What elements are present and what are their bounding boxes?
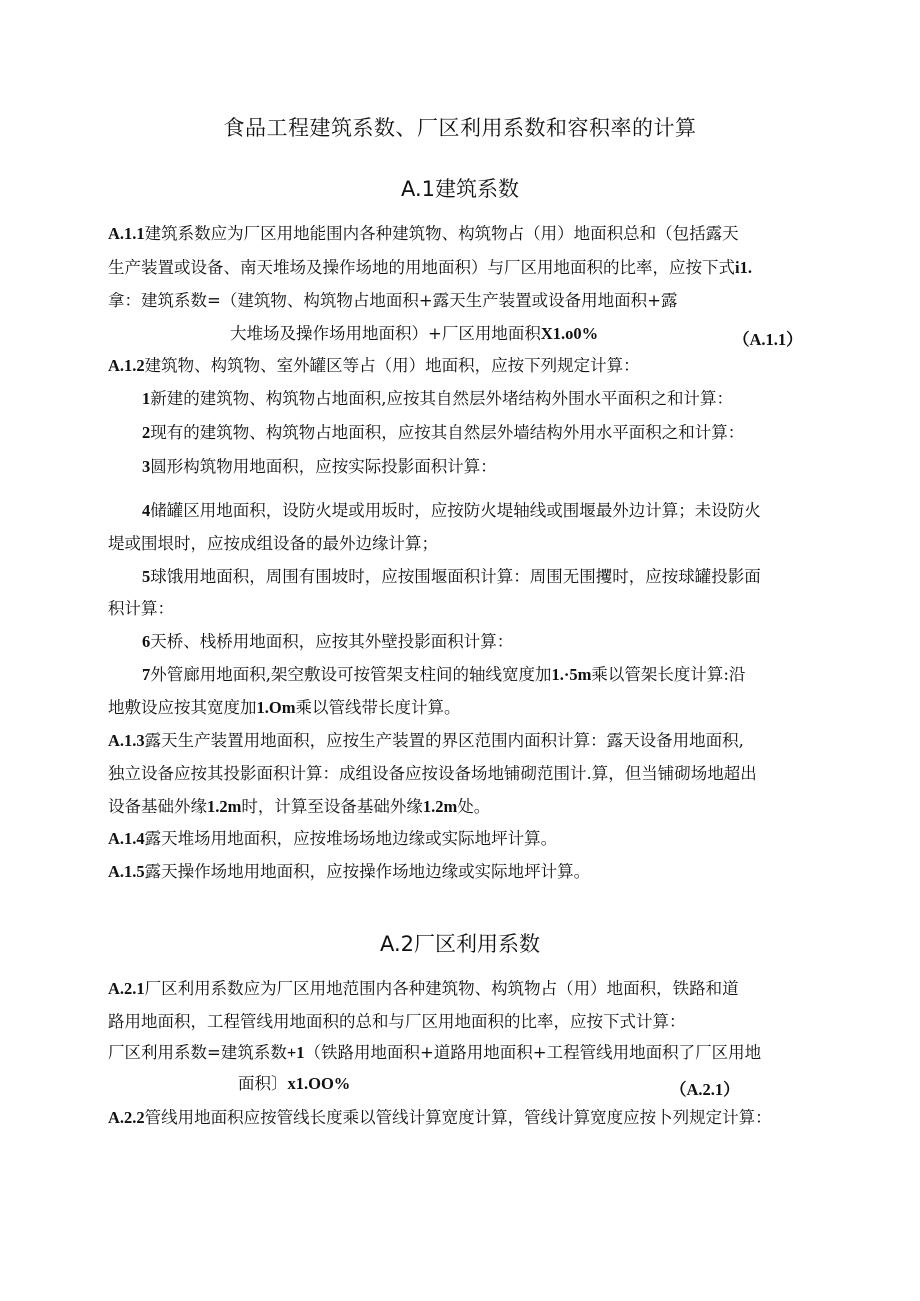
list-item-3 (142, 459, 497, 476)
clause-text: 独立设备应按其投影面积计算：成组设备应按设备场地铺砌范围计.算，但当铺砌场地超出 (108, 764, 757, 783)
paragraph-a113-line2 (108, 766, 757, 783)
item-number: 2 (142, 423, 151, 442)
list-item-4-line1 (142, 503, 761, 520)
paragraph-a111-line4 (230, 326, 598, 343)
clause-text: 处。 (457, 797, 491, 816)
list-item-2 (142, 425, 744, 442)
formula-text: 大堆场及操作场用地面积）+厂区用地面积 (230, 324, 541, 343)
list-item-5-line1 (142, 569, 761, 586)
paragraph-a115 (108, 864, 590, 881)
item-text: 圆形构筑物用地面积，应按实际投影面积计算： (150, 457, 497, 476)
paragraph-a112 (108, 358, 640, 375)
formula-multiplier: x1.OO% (287, 1074, 351, 1093)
item-number: 5 (142, 567, 151, 586)
paragraph-a21-line1 (108, 981, 739, 998)
list-item-7-line2 (108, 700, 460, 717)
paragraph-a21-line2 (108, 1014, 686, 1031)
item-text: 乘以管架长度计算:沿 (591, 665, 746, 684)
formula-text: 拿：建筑系数=（建筑物、构筑物占地面积+露天生产装置或设备用地面积+露 (108, 291, 678, 310)
paragraph-a21-line3 (108, 1045, 761, 1062)
clause-value: 1.2m (207, 797, 242, 816)
clause-number: A.2.1 (108, 979, 145, 998)
list-item-7-line1 (142, 667, 745, 684)
item-value: 1.·5m (551, 665, 592, 684)
list-item-1 (142, 391, 733, 408)
paragraph-a111-line2 (108, 260, 752, 277)
clause-number: A.1.2 (108, 356, 145, 375)
document-title: 食品工程建筑系数、厂区利用系数和容积率的计算 (223, 116, 697, 140)
formula-text: （铁路用地面积+道路用地面积+工程管线用地面积了厂区用地 (304, 1043, 762, 1062)
item-text: 储罐区用地面积，设防火堤或用坂时，应按防火堤轴线或围堰最外边计算；未设防火 (150, 501, 761, 520)
item-text: 堤或围垠时，应按成组设备的最外边缘计算； (108, 534, 438, 553)
clause-text: 厂区利用系数应为厂区用地范围内各种建筑物、构筑物占（用）地面积，铁路和道 (144, 979, 739, 998)
paragraph-a114 (108, 831, 557, 848)
list-item-4-line2 (108, 536, 438, 553)
formula-multiplier: X1.o0% (540, 324, 599, 343)
clause-value: 1.2m (422, 797, 458, 816)
item-value: 1.Om (256, 698, 296, 717)
clause-text: 露天生产装置用地面积，应按生产装置的界区范围内面积计算：露天设备用地面积, (144, 731, 744, 750)
clause-text: 路用地面积，工程管线用地面积的总和与厂区用地面积的比率，应按下式计算： (108, 1012, 686, 1031)
section-heading-a1: A.1建筑系数 (400, 177, 520, 201)
list-item-5-line2 (108, 601, 174, 618)
list-item-6 (142, 634, 513, 651)
clause-text: 设备基础外缘 (108, 797, 207, 816)
item-text: 乘以管线带长度计算。 (295, 698, 461, 717)
clause-number: A.1.3 (108, 731, 145, 750)
clause-number: A.1.4 (108, 829, 145, 848)
item-text: 外管廊用地面积,架空敷设可按管架支柱间的轴线宽度加 (150, 665, 552, 684)
paragraph-a113-line1 (108, 733, 744, 750)
item-text: 积计算： (108, 599, 174, 618)
clause-text: 时，计算至设备基础外缘 (241, 797, 423, 816)
clause-text-bold: i1. (735, 258, 752, 277)
item-text: 新建的建筑物、构筑物占地面积,应按其自然层外堵结构外围水平面积之和计算： (150, 389, 733, 408)
clause-text: 管线用地面积应按管线长度乘以管线计算宽度计算，管线计算宽度应按卜列规定计算： (144, 1108, 772, 1127)
item-text: 天桥、栈桥用地面积，应按其外壁投影面积计算： (150, 632, 514, 651)
formula-value: +1 (286, 1043, 305, 1062)
item-text: 球饿用地面积，周围有围坡时，应按围堰面积计算：周围无围攫时，应按球罐投影面 (150, 567, 761, 586)
equation-number-a21: （A.2.1） (670, 1080, 740, 1099)
item-number: 6 (142, 632, 151, 651)
paragraph-a111-line1 (108, 226, 739, 243)
item-number: 3 (142, 457, 151, 476)
clause-number: A.1.5 (108, 862, 145, 881)
item-number: 4 (142, 501, 151, 520)
item-number: 7 (142, 665, 151, 684)
paragraph-a22 (108, 1110, 772, 1127)
paragraph-a113-line3 (108, 799, 490, 816)
clause-text: 生产装置或设备、南天堆场及操作场地的用地面积）与厂区用地面积的比率，应按下式 (108, 258, 735, 277)
item-text: 现有的建筑物、构筑物占地面积，应按其自然层外墙结构外用水平面积之和计算： (150, 423, 745, 442)
item-number: 1 (142, 389, 151, 408)
paragraph-a111-line3 (108, 293, 677, 310)
section-heading-a2: A.2厂区利用系数 (379, 932, 541, 956)
item-text: 地敷设应按其宽度加 (108, 698, 257, 717)
clause-text: 建筑物、构筑物、室外罐区等占（用）地面积，应按下列规定计算： (144, 356, 640, 375)
formula-text: 面积〕 (238, 1074, 288, 1093)
clause-text: 露天操作场地用地面积，应按操作场地边缘或实际地坪计算。 (144, 862, 591, 881)
clause-number: A.2.2 (108, 1108, 145, 1127)
equation-number-a111: （A.1.1） (733, 330, 803, 349)
paragraph-a21-line4 (238, 1076, 350, 1093)
formula-text: 厂区利用系数=建筑系数 (108, 1043, 287, 1062)
clause-text: 露天堆场用地面积，应按堆场场地边缘或实际地坪计算。 (144, 829, 558, 848)
clause-number: A.1.1 (108, 224, 145, 243)
clause-text: 建筑系数应为厂区用地能围内各种建筑物、构筑物占（用）地面积总和（包括露天 (144, 224, 739, 243)
